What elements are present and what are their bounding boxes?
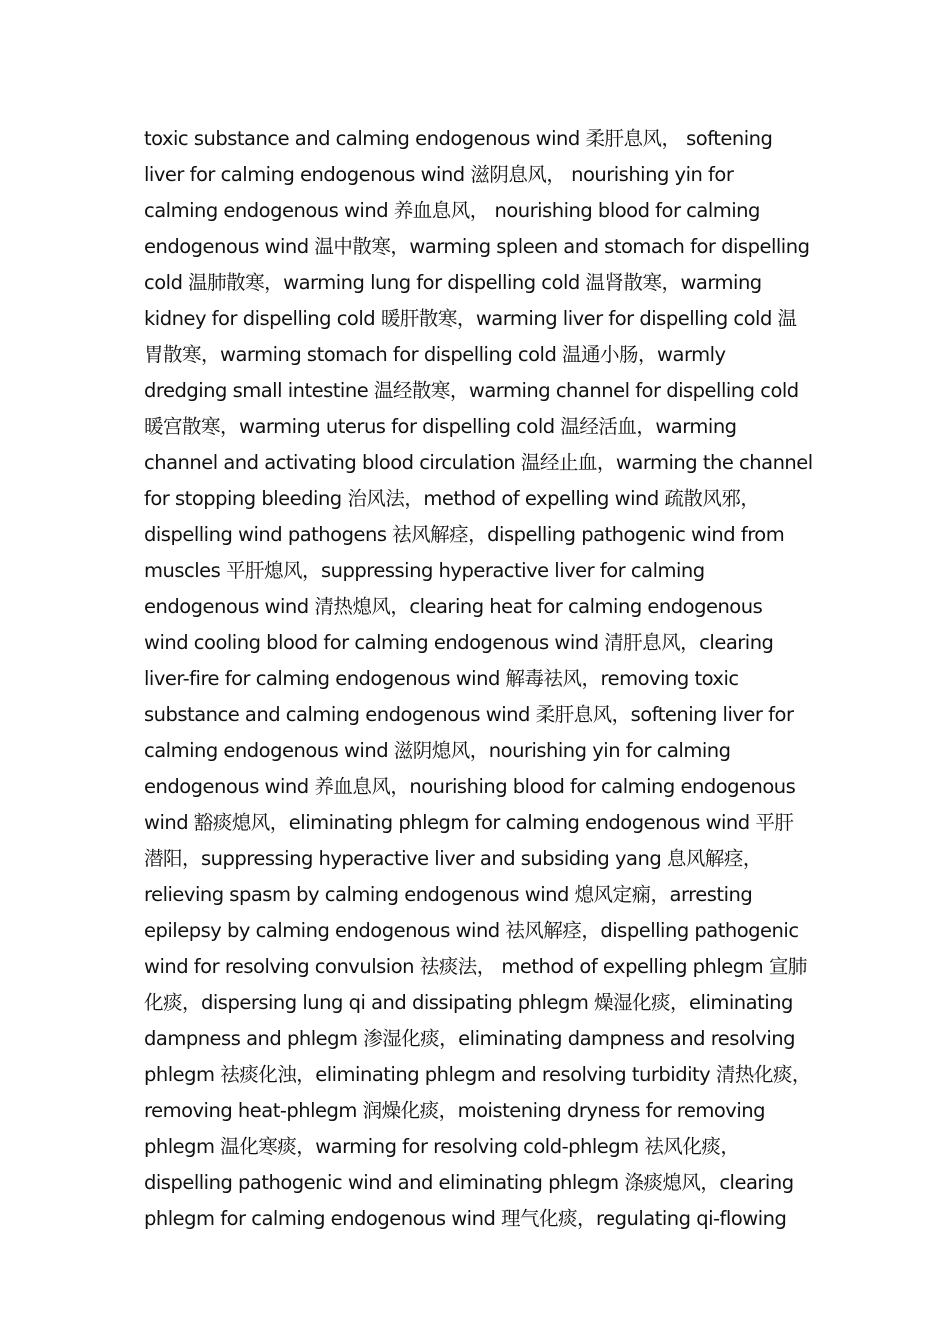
text-line: cold 温肺散寒，warming lung for dispelling cold 温肾散寒，warming bbox=[144, 271, 762, 294]
text-line: liver for calming endogenous wind 滋阴息风， nourishing yin for bbox=[144, 163, 734, 186]
text-line: calming endogenous wind 养血息风， nourishing blood for calming bbox=[144, 199, 760, 222]
text-line: toxic substance and calming endogenous wind 柔肝息风， softening bbox=[144, 127, 773, 150]
text-line: kidney for dispelling cold 暖肝散寒，warming liver for dispelling cold 温 bbox=[144, 307, 797, 330]
text-line: phlegm for calming endogenous wind 理气化痰，regulating qi-flowing bbox=[144, 1207, 787, 1230]
text-line: 化痰，dispersing lung qi and dissipating phlegm 燥湿化痰，eliminating bbox=[144, 991, 793, 1014]
text-line: epilepsy by calming endogenous wind 祛风解痉，dispelling pathogenic bbox=[144, 919, 799, 942]
text-line: dispelling pathogenic wind and eliminating phlegm 涤痰熄风，clearing bbox=[144, 1171, 794, 1194]
text-line: phlegm 祛痰化浊，eliminating phlegm and resolving turbidity 清热化痰， bbox=[144, 1063, 811, 1086]
text-line: relieving spasm by calming endogenous wind 熄风定痫，arresting bbox=[144, 883, 753, 906]
text-line: dampness and phlegm 渗湿化痰，eliminating dampness and resolving bbox=[144, 1027, 795, 1050]
text-line: wind 豁痰熄风，eliminating phlegm for calming endogenous wind 平肝 bbox=[144, 811, 794, 834]
body-text bbox=[144, 121, 814, 1237]
text-line: 暖宫散寒，warming uterus for dispelling cold 温经活血，warming bbox=[144, 415, 737, 438]
text-line: wind for resolving convulsion 祛痰法， method of expelling phlegm 宣肺 bbox=[144, 955, 807, 978]
text-line: wind cooling blood for calming endogenous wind 清肝息风，clearing bbox=[144, 631, 774, 654]
text-line: phlegm 温化寒痰，warming for resolving cold-phlegm 祛风化痰， bbox=[144, 1135, 740, 1158]
text-line: for stopping bleeding 治风法，method of expelling wind 疏散风邪， bbox=[144, 487, 760, 510]
text-line: substance and calming endogenous wind 柔肝息风，softening liver for bbox=[144, 703, 794, 726]
text-line: muscles 平肝熄风，suppressing hyperactive liver for calming bbox=[144, 559, 705, 582]
text-line: dredging small intestine 温经散寒，warming channel for dispelling cold bbox=[144, 379, 799, 402]
text-line: endogenous wind 温中散寒，warming spleen and stomach for dispelling bbox=[144, 235, 810, 258]
text-line: 潜阳，suppressing hyperactive liver and subsiding yang 息风解痉， bbox=[144, 847, 762, 870]
text-line: calming endogenous wind 滋阴熄风，nourishing yin for calming bbox=[144, 739, 731, 762]
text-line: removing heat-phlegm 润燥化痰，moistening dryness for removing bbox=[144, 1099, 765, 1122]
text-line: 胃散寒，warming stomach for dispelling cold 温通小肠，warmly bbox=[144, 343, 726, 366]
text-line: dispelling wind pathogens 祛风解痉，dispelling pathogenic wind from bbox=[144, 523, 785, 546]
text-line: channel and activating blood circulation 温经止血，warming the channel bbox=[144, 451, 813, 474]
text-line: liver-fire for calming endogenous wind 解毒祛风，removing toxic bbox=[144, 667, 739, 690]
text-line: endogenous wind 清热熄风，clearing heat for calming endogenous bbox=[144, 595, 763, 618]
text-line: endogenous wind 养血息风，nourishing blood for calming endogenous bbox=[144, 775, 796, 798]
